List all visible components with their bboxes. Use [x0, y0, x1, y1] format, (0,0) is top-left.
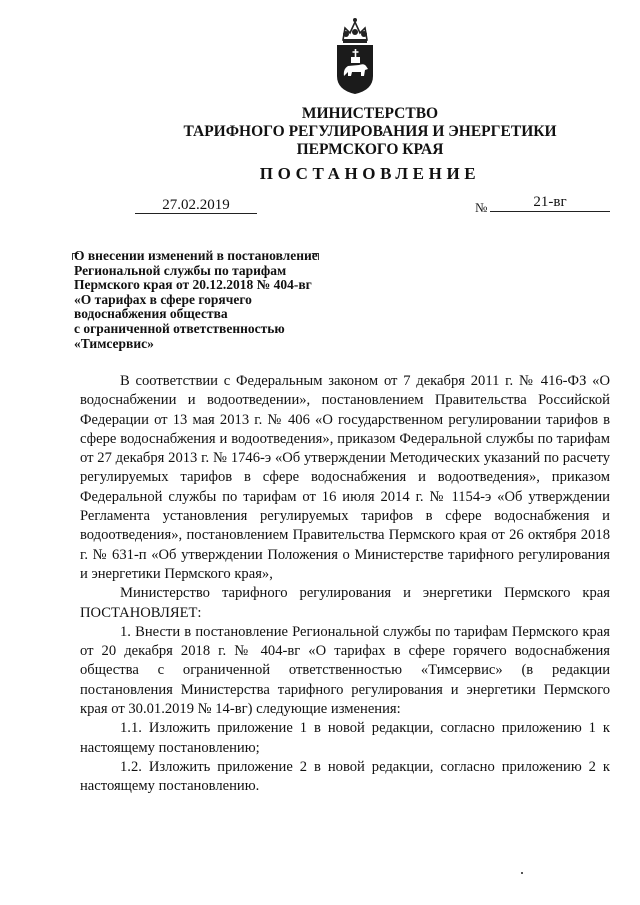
subject-line: водоснабжения общества — [74, 306, 228, 322]
ministry-name-line-3: ПЕРМСКОГО КРАЯ — [296, 141, 444, 158]
document-type-title: ПОСТАНОВЛЕНИЕ — [259, 164, 481, 183]
document-number-label: № — [475, 200, 488, 215]
body-paragraph-item-1-2: 1.2. Изложить приложение 2 в новой редакции, согласно приложению 2 к настоящему постановлению. — [80, 758, 610, 795]
subject-line: «О тарифах в сфере горячего — [74, 291, 252, 307]
body-paragraph-item-1: 1. Внести в постановление Региональной службы по тарифам Пермского края от 20 декабря 2018 г. № 404-вг «О тарифах в сфере горячего водоснабжения общества с ограниченной ответственностью «Тимсервис» (в редакции постановления Министерства тарифного регулирования и энергетики Пермского края от 30.01.2019 № 14-вг) следующие изменения: — [80, 623, 610, 718]
perm-krai-coat-of-arms-icon — [331, 14, 379, 96]
ministry-name-line-2: ТАРИФНОГО РЕГУЛИРОВАНИЯ И ЭНЕРГЕТИКИ — [183, 123, 557, 140]
document-date: 27.02.2019 — [135, 197, 257, 214]
document-number: 21-вг — [490, 193, 610, 212]
body-paragraph-legal-basis: В соответствии с Федеральным законом от 7 декабря 2011 г. № 416-ФЗ «О водоснабжении и водоотведении», постановлением Правительства Российской Федерации от 13 мая 2013 г. № 406 «О государственном регулировании тарифов в сфере водоснабжения и водоотведения», приказом Федеральной службы по тарифам от 27 декабря 2013 г. № 1746-э «Об утверждении Методических указаний по расчету регулируемых тарифов в сфере водоснабжения и водоотведения», приказом Федеральной службы по тарифам от 16 июля 2014 г. № 1154-э «Об утверждении Регламента установления регулируемых тарифов в сфере водоснабжения и водоотведения», постановлением Правительства Пермского края от 26 октября 2018 г. № 631-п «Об утверждении Положения о Министерстве тарифного регулирования и энергетики Пермского края», — [80, 373, 610, 582]
body-paragraph-resolves: Министерство тарифного регулирования и энергетики Пермского края ПОСТАНОВЛЯЕТ: — [80, 585, 610, 621]
subject-line: «Тимсервис» — [74, 335, 154, 351]
document-subject — [74, 249, 374, 351]
document-body — [80, 372, 610, 797]
body-paragraph-item-1-1: 1.1. Изложить приложение 1 в новой редакции, согласно приложению 1 к настоящему постановлению; — [80, 720, 610, 756]
scan-speck — [521, 872, 523, 874]
subject-line: О внесении изменений в постановление — [74, 248, 318, 263]
subject-line: Региональной службы по тарифам — [74, 262, 287, 278]
ministry-name-line-1: МИНИСТЕРСТВО — [301, 105, 439, 122]
subject-line: с ограниченной ответственностью — [74, 320, 285, 336]
subject-line: Пермского края от 20.12.2018 № 404-вг — [74, 277, 312, 293]
